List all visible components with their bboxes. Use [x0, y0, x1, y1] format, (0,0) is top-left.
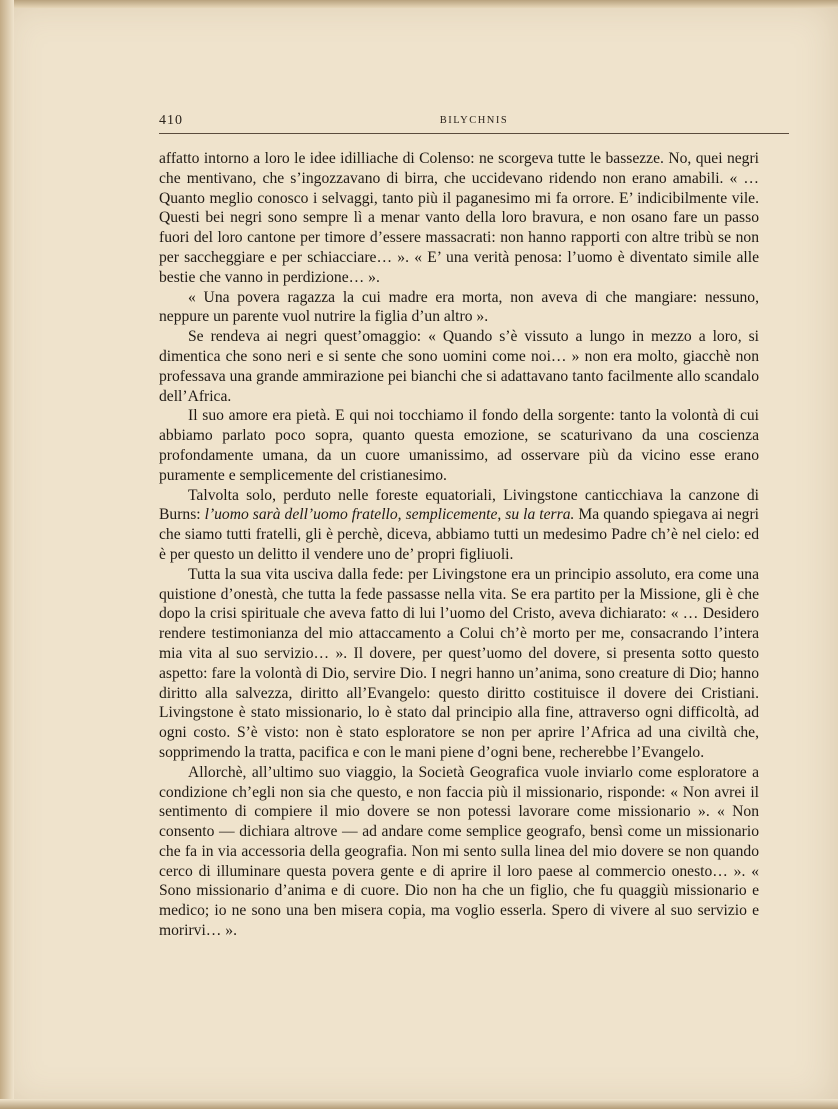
body-text	[159, 149, 759, 941]
page-edge-left	[0, 0, 14, 1109]
paragraph: « Una povera ragazza la cui madre era morta, non aveva di che mangiare: nessuno, neppure un parente vuol nutrire la figlia d’un altro ».	[159, 288, 759, 326]
page-edge-top	[0, 0, 838, 8]
page-number: 410	[159, 113, 183, 128]
paragraph: affatto intorno a loro le idee idilliache di Colenso: ne scorgeva tutte le bassezze. No, quei negri che mentivano, che s’ingozzavano di birra, che uccidevano ridendo non erano amabili. « … Quanto meglio conosco i selvaggi, tanto più il paganesimo mi fa orrore. E’ indicibilmente vile. Questi bei negri sono sempre lì a menar vanto della loro bravura, e non osano fare un passo fuori del loro cantone per timore d’essere massacrati: non hanno rapporti con altre tribù se non per saccheggiare e per schiacciare… ». « E’ una verità penosa: l’uomo è diventato simile alle bestie che vanno in perdizione… ».	[159, 150, 759, 286]
running-header	[159, 113, 789, 134]
page-edge-bottom	[0, 1099, 838, 1109]
running-title: BILYCHNIS	[439, 115, 509, 126]
paragraph-text: Talvolta solo, perduto nelle foreste equatoriali, Livingstone canticchiava la canzone di Burns:	[159, 486, 759, 524]
paragraph: Il suo amore era pietà. E qui noi tocchiamo il fondo della sorgente: tanto la volontà di cui abbiamo parlato poco sopra, quanto questa emozione, se scaturivano da una coscienza profondamente umana, da un cuore umanissimo, ad osservare più da vicino esse erano puramente e semplicemente del cristianesimo.	[159, 407, 759, 484]
paragraph: Tutta la sua vita usciva dalla fede: per Livingstone era un principio assoluto, era come una quistione d’onestà, che tutta la fede passasse nella vita. Se era partito per la Missione, gli è che dopo la crisi spirituale che aveva fatto di lui l’uomo del Cristo, aveva dichiarato: « … Desidero rendere testimonianza del mio attaccamento a Colui ch’è morto per me, consacrando l’intera mia vita al suo servizio… ». Il dovere, per quest’uomo del dovere, si presenta sotto questo aspetto: fare la volontà di Dio, servire Dio. I negri hanno un’anima, sono creature di Dio; hanno diritto alla salvezza, diritto all’Evangelo: questo diritto costituisce il dovere dei Cristiani. Livingstone è stato missionario, lo è stato dal principio alla fine, attraverso ogni difficoltà, ad ogni costo. S’è visto: non è stato esploratore se non per aprire l’Africa ad una civiltà che, sopprimendo la tratta, pacifica e con le mani piene d’ogni bene, recherebbe l’Evangelo.	[159, 565, 759, 761]
paragraph	[159, 486, 759, 565]
paragraph: Se rendeva ai negri quest’omaggio: « Quando s’è vissuto a lungo in mezzo a loro, si dimentica che sono neri e si sente che sono uomini come noi… » non era molto, giacchè non professava una grande ammirazione pei bianchi che si adattavano tanto facilmente allo scandalo dell’Africa.	[159, 328, 759, 405]
paragraph-text: Ma quando spiegava ai negri che siamo tutti fratelli, gli è perchè, diceva, abbiamo tutti un medesimo Padre ch’è nel cielo: ed è per questo un delitto il vendere uno de’ propri figliuoli.	[159, 506, 759, 563]
paragraph: Allorchè, all’ultimo suo viaggio, la Società Geografica vuole inviarlo come esploratore a condizione ch’egli non sia che questo, e non faccia più il missionario, risponde: « Non avrei il sentimento di compiere il mio dovere se non potessi lavorare come missionario ». « Non consento — dichiara altrove — ad andare come semplice geografo, bensì come un missionario che fa in via accessoria della geografia. Non mi sento sulla linea del mio dovere se non quando cerco di illuminare questa povera gente e di aprire il loro paese al commercio onesto… ». « Sono missionario d’anima e di cuore. Dio non ha che un figlio, che fu quaggiù missionario e medico; io ne sono una ben misera copia, ma voglio esserla. Spero di vivere al suo servizio e morirvi… ».	[159, 763, 759, 940]
italic-quote: l’uomo sarà dell’uomo fratello, semplicemente, su la terra.	[204, 506, 575, 524]
